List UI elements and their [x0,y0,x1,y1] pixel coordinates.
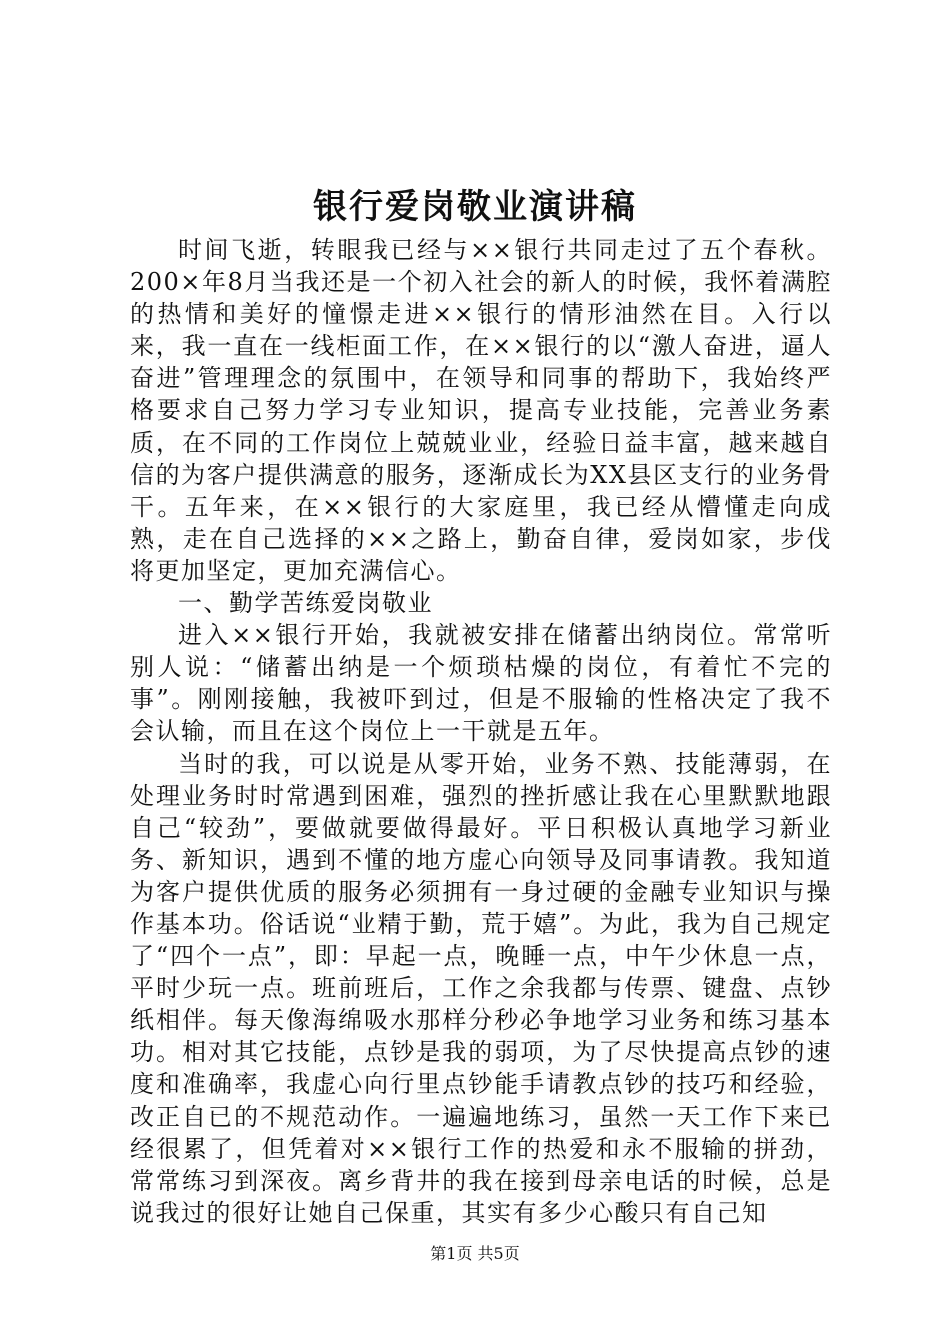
page-footer: 第1页 共5页 [430,1244,520,1263]
paragraph-3: 当时的我，可以说是从零开始，业务不熟、技能薄弱，在处理业务时时常遇到困难，强烈的挫折感让我在心里默默地跟自己“较劲”，要做就要做得最好。平日积极认真地学习新业务、新知识，遇到不懂的地方虚心向领导及同事请教。我知道为客户提供优质的服务必须拥有一身过硬的金融专业知识与操作基本功。俗话说“业精于勤，荒于嬉”。为此，我为自己规定了“四个一点”，即：早起一点，晚睡一点，中午少休息一点，平时少玩一点。班前班后，工作之余我都与传票、键盘、点钞纸相伴。每天像海绵吸水那样分秒必争地学习业务和练习基本功。相对其它技能，点钞是我的弱项，为了尽快提高点钞的速度和准确率，我虚心向行里点钞能手请教点钞的技巧和经验，改正自已的不规范动作。一遍遍地练习，虽然一天工作下来已经很累了，但凭着对××银行工作的热爱和永不服输的拼劲，常常练习到深夜。离乡背井的我在接到母亲电话的时候，总是说我过的很好让她自己保重，其实有多少心酸只有自己知 [130,749,832,1227]
document-title: 银行爱岗敬业演讲稿 [313,187,637,227]
paragraph-intro: 时间飞逝，转眼我已经与××银行共同走过了五个春秋。200×年8月当我还是一个初入社会的新人的时候，我怀着满腔的热情和美好的憧憬走进××银行的情形油然在目。入行以来，我一直在一线柜面工作，在××银行的以“激人奋进，逼人奋进”管理理念的氛围中，在领导和同事的帮助下，我始终严格要求自己努力学习专业知识，提高专业技能，完善业务素质，在不同的工作岗位上兢兢业业，经验日益丰富，越来越自信的为客户提供满意的服务，逐渐成长为XX县区支行的业务骨干。五年来，在××银行的大家庭里，我已经从懵懂走向成熟，走在自己选择的××之路上，勤奋自律，爱岗如家，步伐将更加坚定，更加充满信心。 [130,236,832,585]
document-body [130,234,832,1229]
paragraph-2: 进入××银行开始，我就被安排在储蓄出纳岗位。常常听别人说：“储蓄出纳是一个烦琐枯燥的岗位，有着忙不完的事”。刚刚接触，我被吓到过，但是不服输的性格决定了我不会认输，而且在这个岗位上一干就是五年。 [130,621,832,746]
section-heading-1: 一、勤学苦练爱岗敬业 [178,589,433,618]
